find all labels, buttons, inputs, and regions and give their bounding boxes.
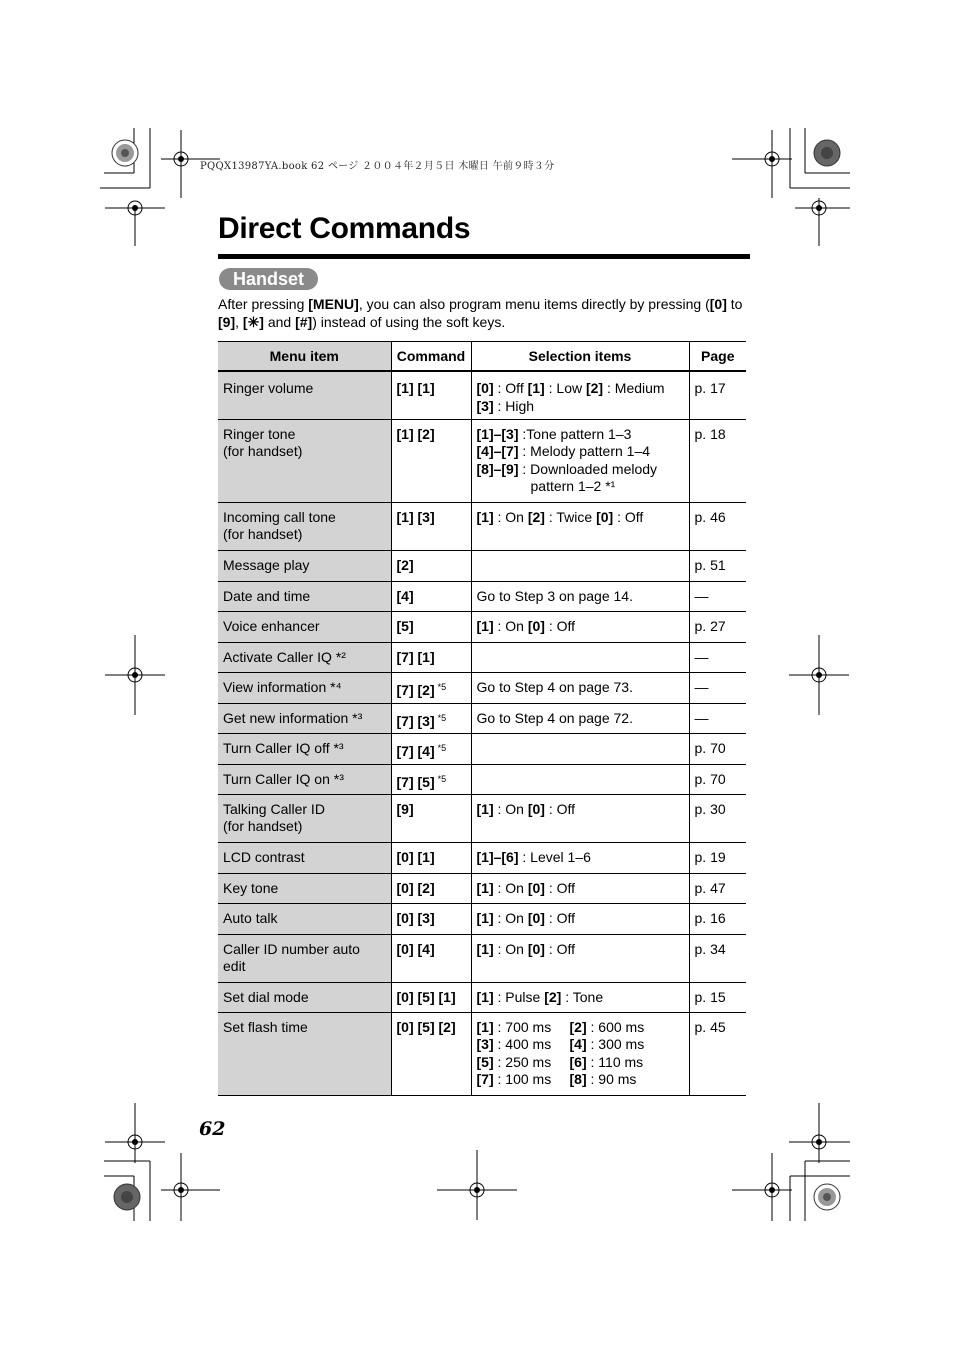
command-keys: [7] [2] [396, 681, 435, 698]
menu-item-text: Set flash time [223, 1018, 308, 1035]
selection-line [477, 849, 685, 867]
selection-cell [471, 419, 689, 502]
command-keys: [7] [4] [396, 742, 435, 759]
selection-text: [1] : Pulse [2] : Tone [476, 988, 604, 1005]
selection-text: [6] : 110 ms [569, 1053, 644, 1070]
command-cell [391, 581, 471, 611]
selection-cell [471, 764, 689, 794]
selection-line [477, 618, 685, 636]
print-header: PQQX13987YA.book 62 ページ ２００４年２月５日 木曜日 午前９時３分 [200, 161, 555, 172]
command-cell [391, 419, 471, 502]
selection-text: [3] : 400 ms [476, 1036, 552, 1052]
selection-line [477, 509, 685, 527]
menu-item-cell [218, 642, 391, 672]
header-page: Page [689, 342, 746, 372]
selection-cell [471, 611, 689, 642]
selection-text: [1] : On [2] : Twice [0] : Off [476, 508, 644, 525]
selection-text: [3] : High [476, 397, 535, 414]
page-title: Direct Commands [218, 212, 471, 245]
selection-text: [0] : Off [1] : Low [2] : Medium [476, 380, 665, 396]
page-ref-cell: p. 27 [689, 611, 746, 642]
table-row [218, 1012, 746, 1095]
selection-text: [1] : 700 ms [476, 1018, 552, 1035]
command-keys: [1] [3] [396, 508, 435, 525]
menu-item-cell [218, 842, 391, 873]
menu-item-text: Date and time [223, 587, 311, 604]
selection-cell [471, 733, 689, 764]
page-number: 62 [199, 1118, 226, 1140]
menu-item-text: Turn Caller IQ off *³ [223, 739, 344, 756]
menu-item-cell [218, 903, 391, 934]
menu-item-text: Activate Caller IQ *² [223, 648, 346, 665]
selection-cell [471, 873, 689, 903]
header-menu-item: Menu item [218, 342, 391, 372]
menu-item-cell [218, 764, 391, 794]
table-row [218, 642, 746, 672]
selection-text: [1]–[6] : Level 1–6 [476, 848, 591, 865]
menu-item-text: Key tone [223, 879, 279, 896]
selection-cell [471, 642, 689, 672]
selection-line [477, 910, 685, 928]
table-row [218, 794, 746, 842]
header-selection-items: Selection items [471, 342, 689, 372]
selection-text: [1] : On [0] : Off [476, 940, 576, 957]
menu-item-text: edit [223, 958, 246, 974]
selection-line [477, 941, 685, 959]
selection-line [477, 478, 685, 496]
selection-text: [1] : On [0] : Off [476, 879, 576, 896]
menu-item-text: (for handset) [223, 443, 303, 459]
footnote-marker: *5 [437, 742, 447, 753]
selection-cell [471, 934, 689, 982]
page-ref-cell: p. 51 [689, 550, 746, 581]
selection-line [477, 398, 685, 416]
menu-item-text: Ringer volume [223, 380, 314, 396]
table-row [218, 672, 746, 703]
menu-item-cell [218, 371, 391, 419]
command-keys: [0] [1] [396, 848, 435, 865]
table-row [218, 934, 746, 982]
menu-item-text: (for handset) [223, 526, 303, 542]
page-ref-cell: p. 70 [689, 764, 746, 794]
menu-item-text: View information *⁴ [223, 678, 342, 695]
command-cell [391, 794, 471, 842]
command-keys: [5] [396, 617, 414, 634]
table-row [218, 764, 746, 794]
selection-line [477, 1071, 685, 1089]
menu-item-text: Ringer tone [223, 425, 296, 442]
title-rule [218, 254, 750, 259]
selection-line [477, 588, 685, 606]
header-command: Command [391, 342, 471, 372]
page-ref-cell: p. 19 [689, 842, 746, 873]
command-cell [391, 764, 471, 794]
selection-cell [471, 581, 689, 611]
command-keys: [1] [2] [396, 425, 435, 442]
menu-item-cell [218, 502, 391, 550]
menu-item-cell [218, 703, 391, 733]
selection-text: [1] : On [0] : Off [476, 617, 576, 634]
menu-item-cell [218, 982, 391, 1012]
footnote-marker: *5 [437, 773, 447, 784]
command-keys: [0] [4] [396, 940, 435, 957]
command-keys: [7] [1] [396, 648, 435, 665]
selection-text: [1]–[3] :Tone pattern 1–3 [476, 425, 632, 442]
page-ref-cell: — [689, 642, 746, 672]
table-row [218, 611, 746, 642]
menu-item-text: LCD contrast [223, 848, 305, 865]
selection-text: Go to Step 4 on page 73. [476, 678, 633, 695]
menu-item-text: Message play [223, 556, 310, 573]
crop-mark-bottom-right [730, 1103, 855, 1223]
selection-text: [8] : 90 ms [569, 1071, 637, 1087]
selection-cell [471, 903, 689, 934]
command-cell [391, 934, 471, 982]
table-row [218, 550, 746, 581]
command-cell [391, 903, 471, 934]
table-row [218, 982, 746, 1012]
menu-item-text: Voice enhancer [223, 617, 320, 634]
menu-item-text: (for handset) [223, 818, 303, 834]
command-cell [391, 672, 471, 703]
selection-cell [471, 550, 689, 581]
selection-cell [471, 1012, 689, 1095]
selection-line [477, 801, 685, 819]
selection-text: [4]–[7] : Melody pattern 1–4 [476, 443, 651, 459]
command-cell [391, 703, 471, 733]
command-keys: [2] [396, 556, 414, 573]
menu-item-text: Get new information *³ [223, 709, 363, 726]
command-keys: [7] [5] [396, 773, 435, 790]
selection-cell [471, 371, 689, 419]
selection-text: [8]–[9] : Downloaded melody [476, 460, 658, 477]
selection-cell [471, 842, 689, 873]
page-ref-cell: p. 34 [689, 934, 746, 982]
command-cell [391, 371, 471, 419]
footnote-marker: *5 [437, 681, 447, 692]
menu-item-text: Talking Caller ID [223, 800, 325, 817]
selection-text: Go to Step 4 on page 72. [476, 709, 633, 726]
selection-text: [2] : 600 ms [569, 1018, 645, 1035]
page-ref-cell: — [689, 703, 746, 733]
menu-item-cell [218, 672, 391, 703]
command-cell [391, 842, 471, 873]
section-label: Handset [219, 268, 318, 290]
command-keys: [0] [2] [396, 879, 435, 896]
page-ref-cell: — [689, 581, 746, 611]
menu-item-cell [218, 934, 391, 982]
selection-line [477, 443, 685, 461]
command-cell [391, 642, 471, 672]
page-ref-cell: p. 45 [689, 1012, 746, 1095]
selection-cell [471, 672, 689, 703]
menu-item-text: Set dial mode [223, 988, 309, 1005]
selection-cell [471, 703, 689, 733]
table-row [218, 703, 746, 733]
selection-line [477, 679, 685, 697]
selection-line [477, 880, 685, 898]
selection-text: [1] : On [0] : Off [476, 909, 576, 926]
crop-mark-top-left [100, 128, 230, 248]
selection-line [477, 1019, 685, 1037]
command-cell [391, 502, 471, 550]
menu-item-text: Turn Caller IQ on *³ [223, 770, 344, 787]
table-row [218, 502, 746, 550]
command-keys: [7] [3] [396, 712, 435, 729]
command-keys: [4] [396, 587, 414, 604]
direct-commands-table [218, 341, 746, 1096]
table-row [218, 903, 746, 934]
crop-mark-bottom-center [437, 1150, 517, 1220]
page-ref-cell: p. 47 [689, 873, 746, 903]
selection-line [477, 989, 685, 1007]
command-cell [391, 982, 471, 1012]
selection-line [477, 1054, 685, 1072]
selection-line [477, 426, 685, 444]
selection-text: Go to Step 3 on page 14. [476, 587, 633, 604]
menu-item-cell [218, 733, 391, 764]
page-ref-cell: p. 46 [689, 502, 746, 550]
selection-line [477, 380, 685, 398]
command-keys: [9] [396, 800, 414, 817]
crop-mark-mid-left [105, 635, 165, 715]
selection-text: [4] : 300 ms [569, 1036, 645, 1052]
table-body [218, 371, 746, 1095]
table-row [218, 733, 746, 764]
table-row [218, 842, 746, 873]
command-cell [391, 1012, 471, 1095]
page-ref-cell: p. 30 [689, 794, 746, 842]
menu-item-cell [218, 419, 391, 502]
menu-item-cell [218, 873, 391, 903]
selection-cell [471, 502, 689, 550]
selection-text: [1] : On [0] : Off [476, 800, 576, 817]
selection-cell [471, 794, 689, 842]
selection-cell [471, 982, 689, 1012]
menu-item-cell [218, 581, 391, 611]
selection-text: [5] : 250 ms [476, 1053, 552, 1070]
command-keys: [0] [3] [396, 909, 435, 926]
table-header-row [218, 342, 746, 372]
crop-mark-top-right [730, 128, 855, 248]
selection-line [477, 461, 685, 479]
table-row [218, 581, 746, 611]
crop-mark-mid-right [789, 635, 849, 715]
command-cell [391, 873, 471, 903]
table-row [218, 873, 746, 903]
page-ref-cell: p. 17 [689, 371, 746, 419]
page-ref-cell: p. 18 [689, 419, 746, 502]
command-keys: [0] [5] [1] [396, 988, 456, 1005]
menu-item-cell [218, 794, 391, 842]
menu-item-cell [218, 1012, 391, 1095]
command-cell [391, 550, 471, 581]
table-row [218, 371, 746, 419]
command-keys: [0] [5] [2] [396, 1018, 456, 1035]
intro-paragraph: After pressing [MENU], you can also program menu items directly by pressing ([0] to [9], [✳] and [#]) instead of using the soft keys. [218, 296, 743, 330]
page-ref-cell: p. 16 [689, 903, 746, 934]
selection-line [477, 1036, 685, 1054]
command-keys: [1] [1] [396, 380, 435, 396]
page-ref-cell: — [689, 672, 746, 703]
selection-line [477, 710, 685, 728]
selection-text: [7] : 100 ms [476, 1071, 552, 1087]
menu-item-text: Caller ID number auto [223, 940, 360, 957]
table-row [218, 419, 746, 502]
page-ref-cell: p. 70 [689, 733, 746, 764]
menu-item-text: Incoming call tone [223, 508, 336, 525]
footnote-marker: *5 [437, 712, 447, 723]
command-cell [391, 611, 471, 642]
menu-item-text: Auto talk [223, 909, 278, 926]
menu-item-cell [218, 550, 391, 581]
page-ref-cell: p. 15 [689, 982, 746, 1012]
command-cell [391, 733, 471, 764]
selection-text: pattern 1–2 *¹ [530, 478, 616, 494]
menu-item-cell [218, 611, 391, 642]
